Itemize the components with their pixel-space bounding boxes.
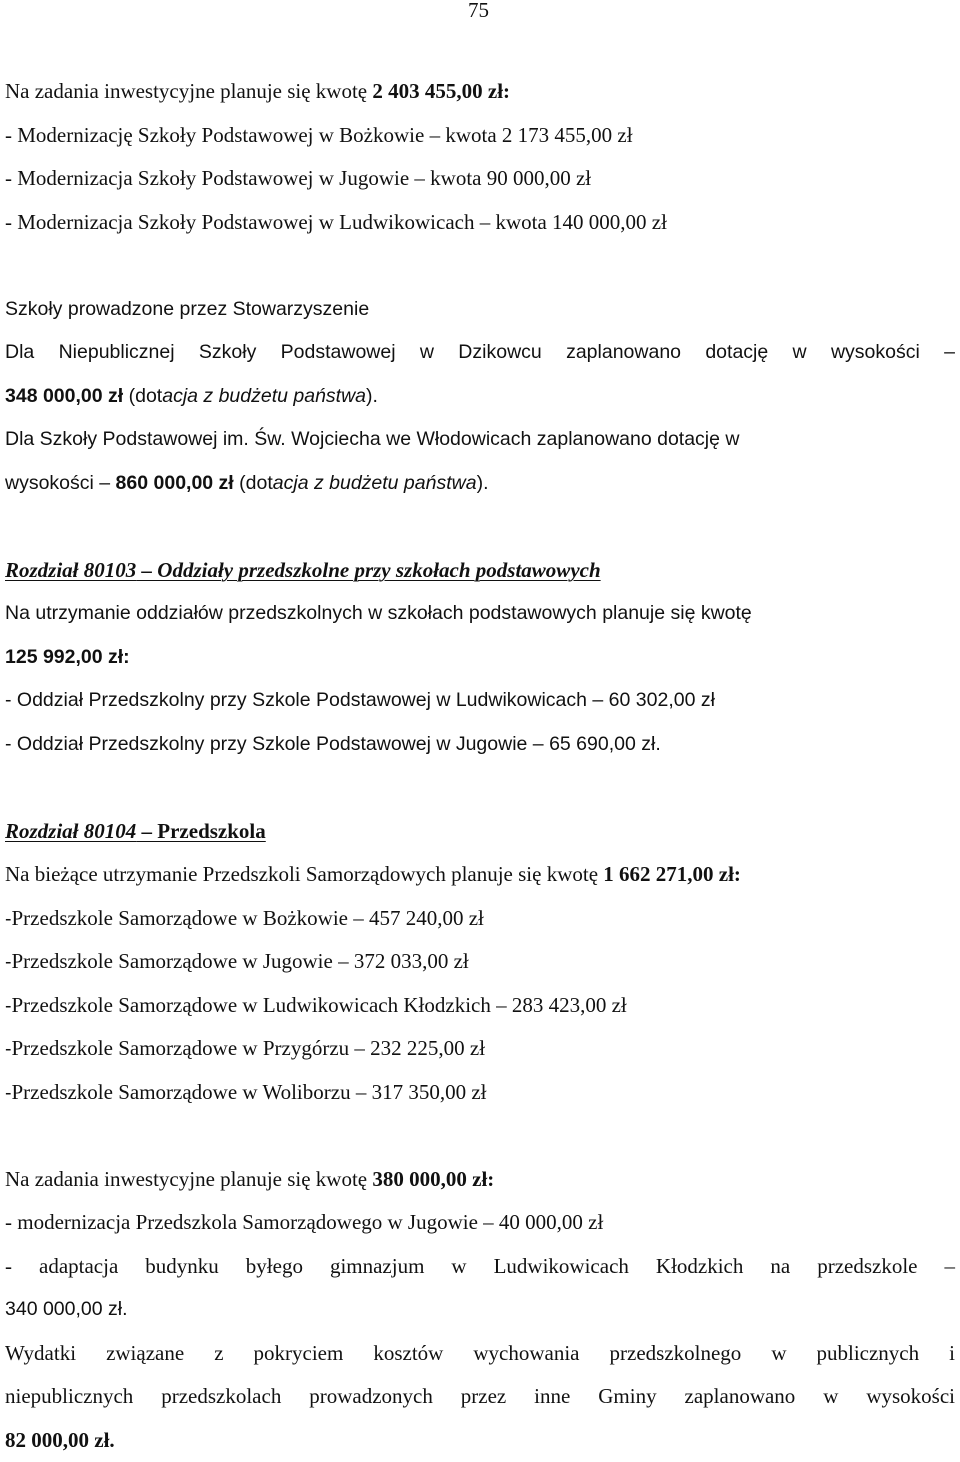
assoc-dikowiec-note-open: (dot xyxy=(129,385,163,407)
assoc-heading: Szkoły prowadzone przez Stowarzyszenie xyxy=(5,288,955,332)
r80104-item xyxy=(5,1071,955,1115)
r80104-item xyxy=(5,897,955,941)
inv2-item: - adaptacja budynku byłego gimnazjum w Ludwikowicach Kłodzkich na przedszkole – xyxy=(5,1245,955,1289)
r80104-item-text: Przedszkole Samorządowe w Ludwikowicach Kłodzkich – 283 423,00 zł xyxy=(12,993,627,1017)
r80103-item: - Oddział Przedszkolny przy Szkole Podstawowej w Jugowie – 65 690,00 zł. xyxy=(5,723,955,767)
inv1-intro-line xyxy=(5,70,955,114)
r80104-heading xyxy=(5,810,955,854)
assoc-wlodowice-note-open: (dot xyxy=(239,472,273,494)
assoc-dikowiec-note-close: ). xyxy=(366,385,378,407)
r80103-item: - Oddział Przedszkolny przy Szkole Podstawowej w Ludwikowicach – 60 302,00 zł xyxy=(5,679,955,723)
assoc-dikowiec-note-italic: acja z budżetu państwa xyxy=(162,385,366,407)
list-dash: - xyxy=(5,908,12,930)
assoc-dikowiec-text: Dla Niepublicznej Szkoły Podstawowej w Dzikowcu zaplanowano dotację w wysokości – xyxy=(5,331,955,375)
inv1-item: - Modernizację Szkoły Podstawowej w Bożkowie – kwota 2 173 455,00 zł xyxy=(5,114,955,158)
r80103-heading-code: Rozdział 80103 xyxy=(5,558,136,582)
r80103-amount: 125 992,00 zł: xyxy=(5,636,955,680)
r80103-intro: Na utrzymanie oddziałów przedszkolnych w szkołach podstawowych planuje się kwotę xyxy=(5,592,955,636)
assoc-wlodowice-note-close: ). xyxy=(477,472,489,494)
assoc-wlodowice-text: Dla Szkoły Podstawowej im. Św. Wojciecha we Włodowicach zaplanowano dotację w xyxy=(5,418,955,462)
inv2-intro: Na zadania inwestycyjne planuje się kwotę xyxy=(5,1167,367,1191)
expenses-line: niepublicznych przedszkolach prowadzonych przez inne Gminy zaplanowano w wysokości xyxy=(5,1375,955,1419)
inv2-item-cont: 340 000,00 zł. xyxy=(5,1288,955,1332)
assoc-wlodowice-prefix: wysokości – xyxy=(5,472,110,494)
inv1-intro: Na zadania inwestycyjne planuje się kwotę xyxy=(5,79,367,103)
r80103-heading-title: – Oddziały przedszkolne przy szkołach podstawowych xyxy=(136,558,600,582)
r80104-heading-code: Rozdział 80104 xyxy=(5,819,136,843)
list-dash: - xyxy=(5,995,12,1017)
r80104-item-text: Przedszkole Samorządowe w Jugowie – 372 033,00 zł xyxy=(12,949,469,973)
inv1-amount: 2 403 455,00 zł: xyxy=(372,79,510,103)
list-dash: - xyxy=(5,1082,12,1104)
r80104-intro-line xyxy=(5,853,955,897)
assoc-dikowiec-amount: 348 000,00 zł xyxy=(5,385,123,407)
assoc-dikowiec-amount-line xyxy=(5,375,955,419)
inv1-item: - Modernizacja Szkoły Podstawowej w Jugowie – kwota 90 000,00 zł xyxy=(5,157,955,201)
r80104-amount: 1 662 271,00 zł: xyxy=(603,862,741,886)
r80103-heading xyxy=(5,549,955,593)
assoc-wlodowice-amount-line xyxy=(5,462,955,506)
expenses-line: Wydatki związane z pokryciem kosztów wychowania przedszkolnego w publicznych i xyxy=(5,1332,955,1376)
r80104-intro: Na bieżące utrzymanie Przedszkoli Samorządowych planuje się kwotę xyxy=(5,862,598,886)
inv2-intro-line xyxy=(5,1158,955,1202)
r80104-item xyxy=(5,984,955,1028)
page-number: 75 xyxy=(468,0,489,23)
expenses-amount: 82 000,00 zł. xyxy=(5,1419,955,1462)
r80104-item-text: Przedszkole Samorządowe w Bożkowie – 457 240,00 zł xyxy=(12,906,484,930)
r80104-item-text: Przedszkole Samorządowe w Woliborzu – 317 350,00 zł xyxy=(12,1080,487,1104)
document-body xyxy=(5,70,955,1462)
list-dash: - xyxy=(5,951,12,973)
r80104-item xyxy=(5,940,955,984)
inv2-amount: 380 000,00 zł: xyxy=(372,1167,494,1191)
assoc-wlodowice-note-italic: acja z budżetu państwa xyxy=(273,472,477,494)
inv1-item: - Modernizacja Szkoły Podstawowej w Ludwikowicach – kwota 140 000,00 zł xyxy=(5,201,955,245)
inv2-item: - modernizacja Przedszkola Samorządowego w Jugowie – 40 000,00 zł xyxy=(5,1201,955,1245)
r80104-item-text: Przedszkole Samorządowe w Przygórzu – 232 225,00 zł xyxy=(12,1036,486,1060)
assoc-wlodowice-amount: 860 000,00 zł xyxy=(116,472,234,494)
list-dash: - xyxy=(5,1038,12,1060)
r80104-item xyxy=(5,1027,955,1071)
r80104-heading-title: – Przedszkola xyxy=(136,819,265,843)
